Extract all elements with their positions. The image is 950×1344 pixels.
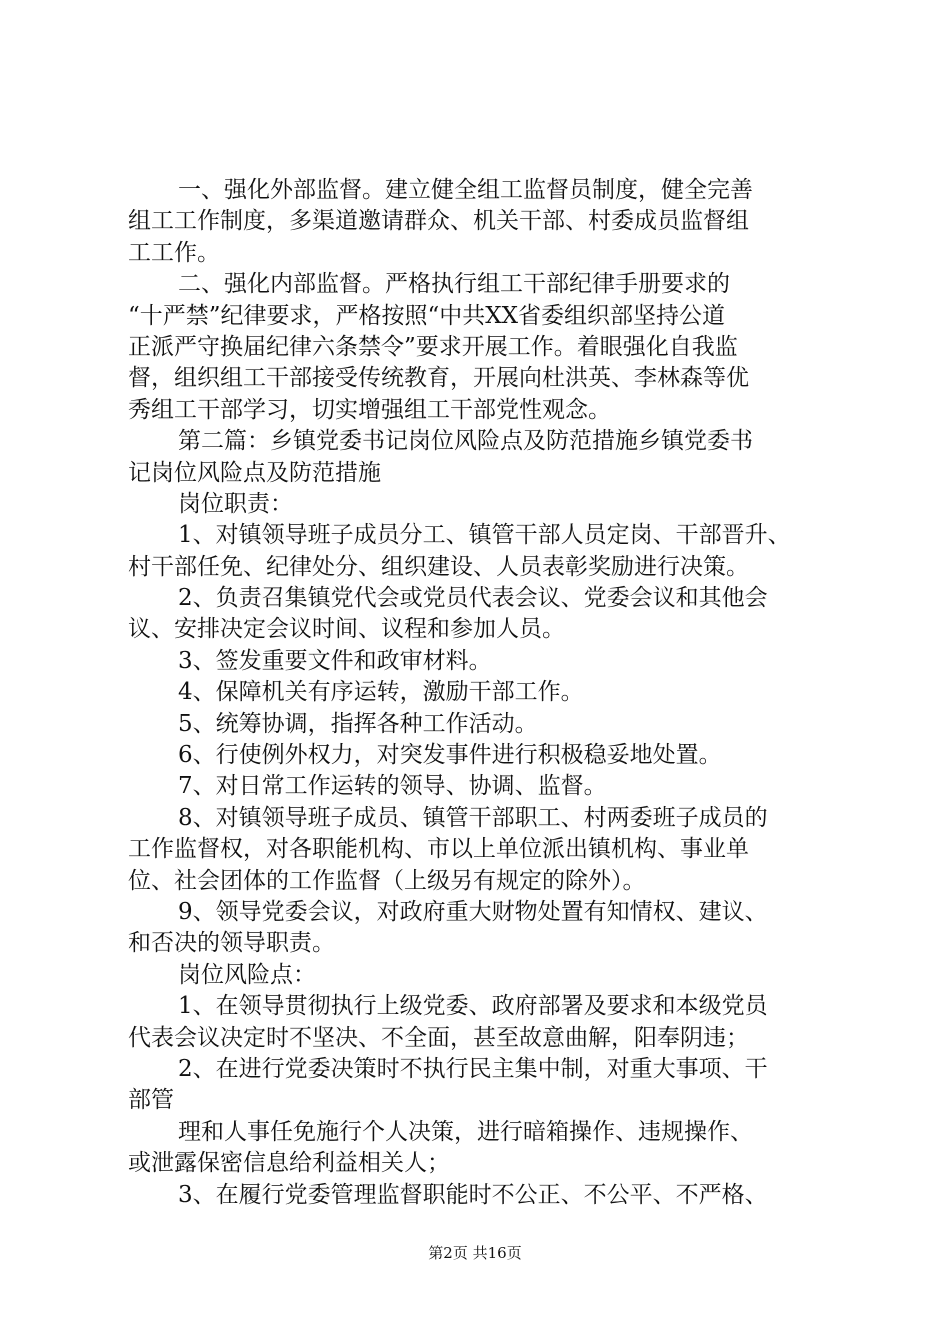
text-line: 4、保障机关有序运转，激励干部工作。 — [178, 679, 584, 706]
document-body — [128, 175, 828, 1211]
text-line: “十严禁”纪律要求，严格按照“中共XX省委组织部坚持公道 — [128, 302, 726, 329]
text-line: 组工工作制度，多渠道邀请群众、机关干部、村委成员监督组 — [128, 208, 749, 235]
text-line: 岗位风险点： — [178, 961, 316, 988]
text-line: 9、领导党委会议，对政府重大财物处置有知情权、建议、 — [178, 898, 768, 925]
text-line: 督，组织组工干部接受传统教育，开展向杜洪英、李林森等优 — [128, 365, 749, 392]
text-line: 秀组工干部学习，切实增强组工干部党性观念。 — [128, 396, 611, 423]
text-line: 8、对镇领导班子成员、镇管干部职工、村两委班子成员的 — [178, 804, 768, 831]
text-line: 部管 — [128, 1087, 174, 1114]
text-line: 正派严守换届纪律六条禁令”要求开展工作。着眼强化自我监 — [128, 333, 738, 360]
text-line: 1、在领导贯彻执行上级党委、政府部署及要求和本级党员 — [178, 993, 768, 1020]
text-line: 工工作。 — [128, 239, 220, 266]
text-line: 一、强化外部监督。建立健全组工监督员制度，健全完善 — [178, 177, 753, 203]
text-line: 和否决的领导职责。 — [128, 930, 335, 957]
text-line: 议、安排决定会议时间、议程和参加人员。 — [128, 616, 565, 643]
text-line: 村干部任免、纪律处分、组织建设、人员表彰奖励进行决策。 — [128, 553, 749, 580]
text-line: 位、社会团体的工作监督（上级另有规定的除外）。 — [128, 867, 646, 894]
text-line: 6、行使例外权力，对突发事件进行积极稳妥地处置。 — [178, 742, 722, 769]
text-line: 或泄露保密信息给利益相关人； — [128, 1150, 450, 1177]
text-line: 5、统筹协调，指挥各种工作活动。 — [178, 710, 538, 737]
page-footer: 第2页 共16页 — [428, 1244, 522, 1262]
text-line: 2、在进行党委决策时不执行民主集中制，对重大事项、干 — [178, 1055, 768, 1082]
text-line: 1、对镇领导班子成员分工、镇管干部人员定岗、干部晋升、 — [178, 522, 791, 549]
text-line: 二、强化内部监督。严格执行组工干部纪律手册要求的 — [178, 271, 730, 298]
text-line: 3、在履行党委管理监督职能时不公正、不公平、不严格、 — [178, 1181, 768, 1208]
text-line: 3、签发重要文件和政审材料。 — [178, 647, 492, 674]
text-line: 记岗位风险点及防范措施 — [128, 459, 381, 486]
text-line: 7、对日常工作运转的领导、协调、监督。 — [178, 773, 607, 800]
text-line: 工作监督权，对各职能机构、市以上单位派出镇机构、事业单 — [128, 836, 749, 863]
text-line: 理和人事任免施行个人决策，进行暗箱操作、违规操作、 — [178, 1118, 753, 1145]
text-line: 第二篇：乡镇党委书记岗位风险点及防范措施乡镇党委书 — [178, 428, 753, 455]
text-line: 代表会议决定时不坚决、不全面，甚至故意曲解，阳奉阴违； — [128, 1024, 749, 1051]
text-line: 2、负责召集镇党代会或党员代表会议、党委会议和其他会 — [178, 585, 768, 612]
text-line: 岗位职责： — [178, 490, 293, 517]
